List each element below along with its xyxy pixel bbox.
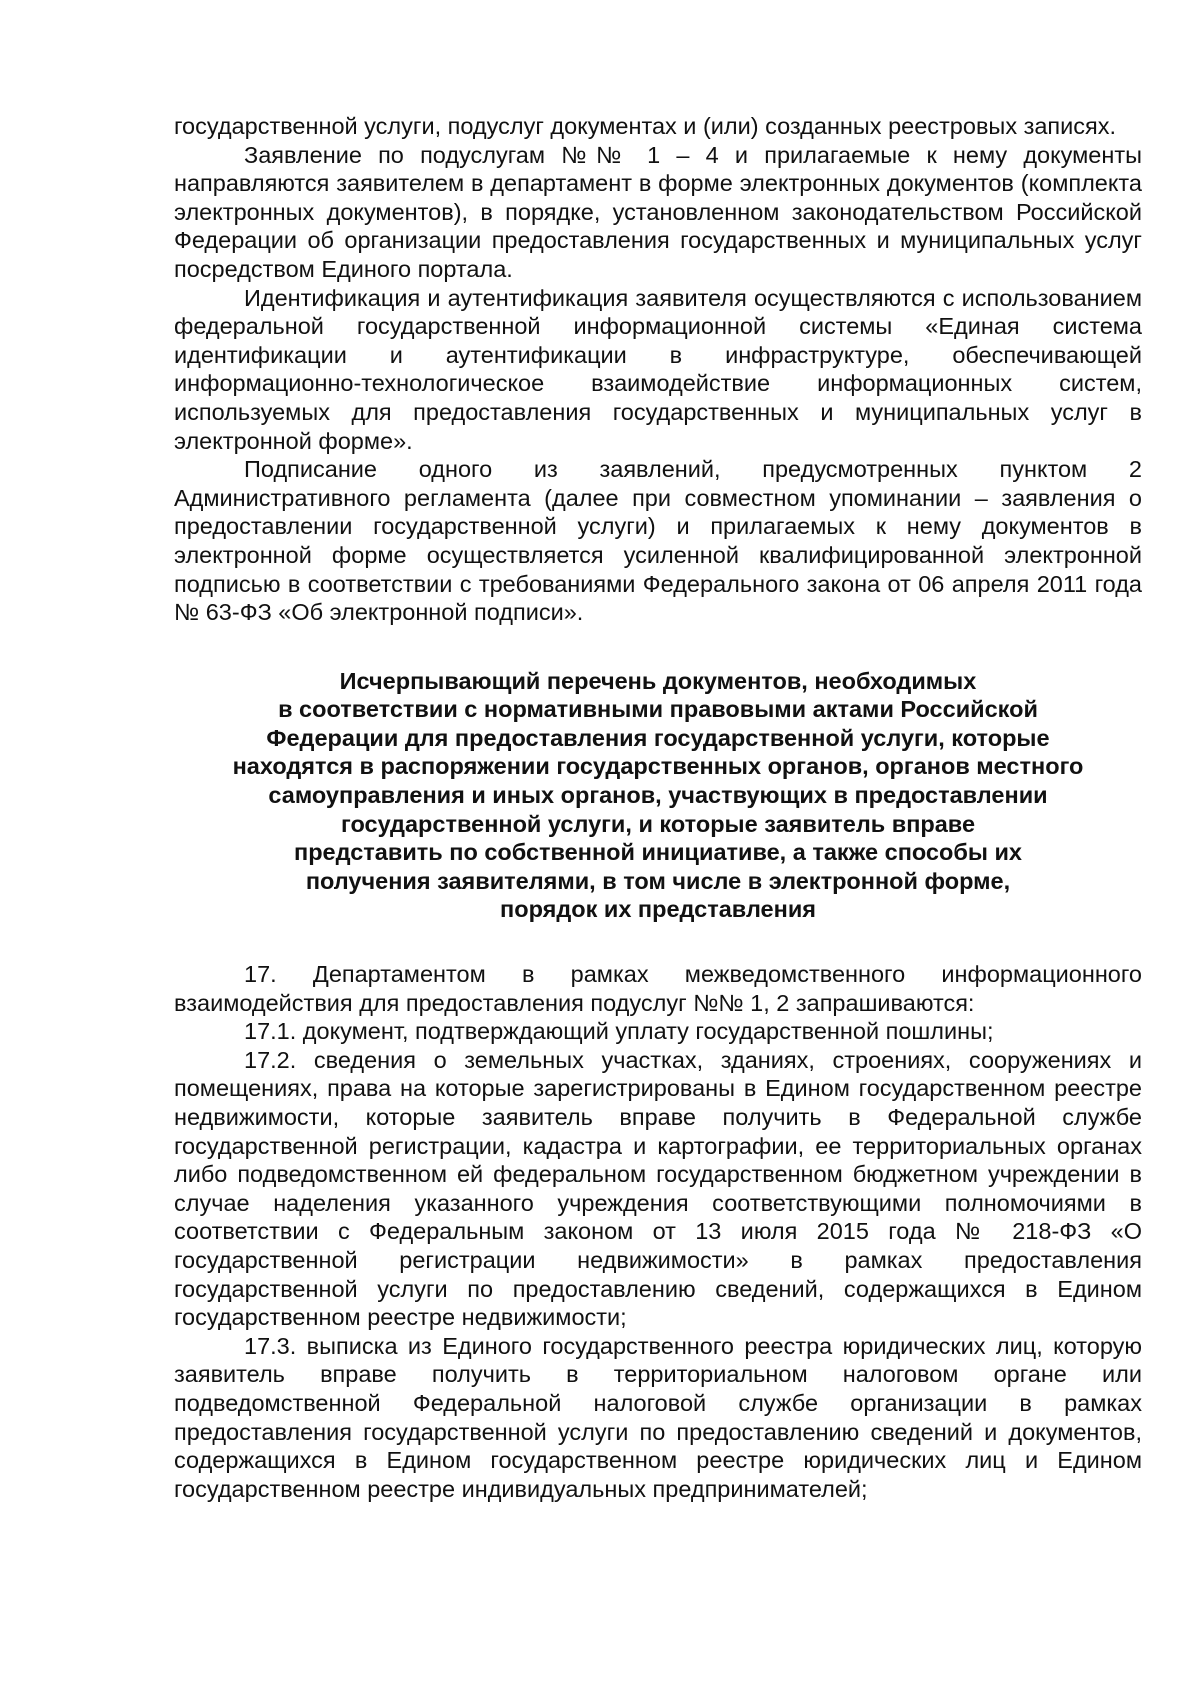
heading-line: Исчерпывающий перечень документов, необходимых bbox=[339, 667, 977, 694]
paragraph-item-17-2: 17.2. сведения о земельных участках, зданиях, строениях, сооружениях и помещениях, права на которые зарегистрированы в Едином государственном реестре недвижимости, которые заявитель вправе получить в Федеральной службе государственной регистрации, кадастра и картографии, ее территориальных органах либо подведомственном ей федеральном государственном бюджетном учреждении в случае наделения указанного учреждения соответствующими полномочиями в соответствии с Федеральным законом от 13 июля 2015 года № 218-ФЗ «О государственной регистрации недвижимости» в рамках предоставления государственной услуги по предоставлению сведений, содержащихся в Едином государственном реестре недвижимости; bbox=[174, 1046, 1142, 1331]
heading-line: Федерации для предоставления государственной услуги, которые bbox=[266, 724, 1050, 751]
paragraph-continuation: государственной услуги, подуслуг документах и (или) созданных реестровых записях. bbox=[174, 113, 1117, 139]
section-heading bbox=[174, 667, 1142, 924]
heading-line: в соответствии с нормативными правовыми актами Российской bbox=[278, 696, 1038, 723]
heading-line: представить по собственной инициативе, а также способы их bbox=[294, 839, 1022, 866]
paragraph-electronic-signature: Подписание одного из заявлений, предусмотренных пунктом 2 Административного регламента (далее при совместном упоминании – заявления о предоставлении государственной услуги) и прилагаемых к нему документов в электронной форме осуществляется усиленной квалифицированной электронной подписью в соответствии с требованиями Федерального закона от 06 апреля 2011 года № 63-ФЗ «Об электронной подписи». bbox=[174, 456, 1142, 626]
paragraph-item-17-1: 17.1. документ, подтверждающий уплату государственной пошлины; bbox=[244, 1018, 994, 1045]
heading-line: государственной услуги, и которые заявитель вправе bbox=[340, 810, 976, 837]
heading-line: находятся в распоряжении государственных органов, органов местного bbox=[232, 753, 1084, 780]
document-page bbox=[174, 112, 1142, 1503]
paragraph-item-17-3: 17.3. выписка из Единого государственного реестра юридических лиц, которую заявитель вправе получить в территориальном налоговом органе или подведомственной Федеральной налоговой службе организации в рамках предоставления государственной услуги по предоставлению сведений и документов, содержащихся в Едином государственном реестре юридических лиц и Едином государственном реестре индивидуальных предпринимателей; bbox=[174, 1332, 1142, 1502]
paragraph-item-17: 17. Департаментом в рамках межведомственного информационного взаимодействия для предоставления подуслуг №№ 1, 2 запрашиваются: bbox=[174, 961, 1142, 1016]
heading-line: порядок их представления bbox=[500, 896, 816, 923]
paragraph-application-submission: Заявление по подуслугам №№ 1 – 4 и прилагаемые к нему документы направляются заявителем в департамент в форме электронных документов (комплекта электронных документов), в порядке, установленном законодательством Российской Федерации об организации предоставления государственных и муниципальных услуг посредством Единого портала. bbox=[174, 141, 1142, 282]
heading-line: самоуправления и иных органов, участвующих в предоставлении bbox=[268, 782, 1048, 809]
heading-line: получения заявителями, в том числе в электронной форме, bbox=[305, 867, 1011, 894]
paragraph-identification: Идентификация и аутентификация заявителя осуществляются с использованием федеральной государственной информационной системы «Единая система идентификации и аутентификации в инфраструктуре, обеспечивающей информационно-технологическое взаимодействие информационных систем, используемых для предоставления государственных и муниципальных услуг в электронной форме». bbox=[174, 284, 1142, 454]
